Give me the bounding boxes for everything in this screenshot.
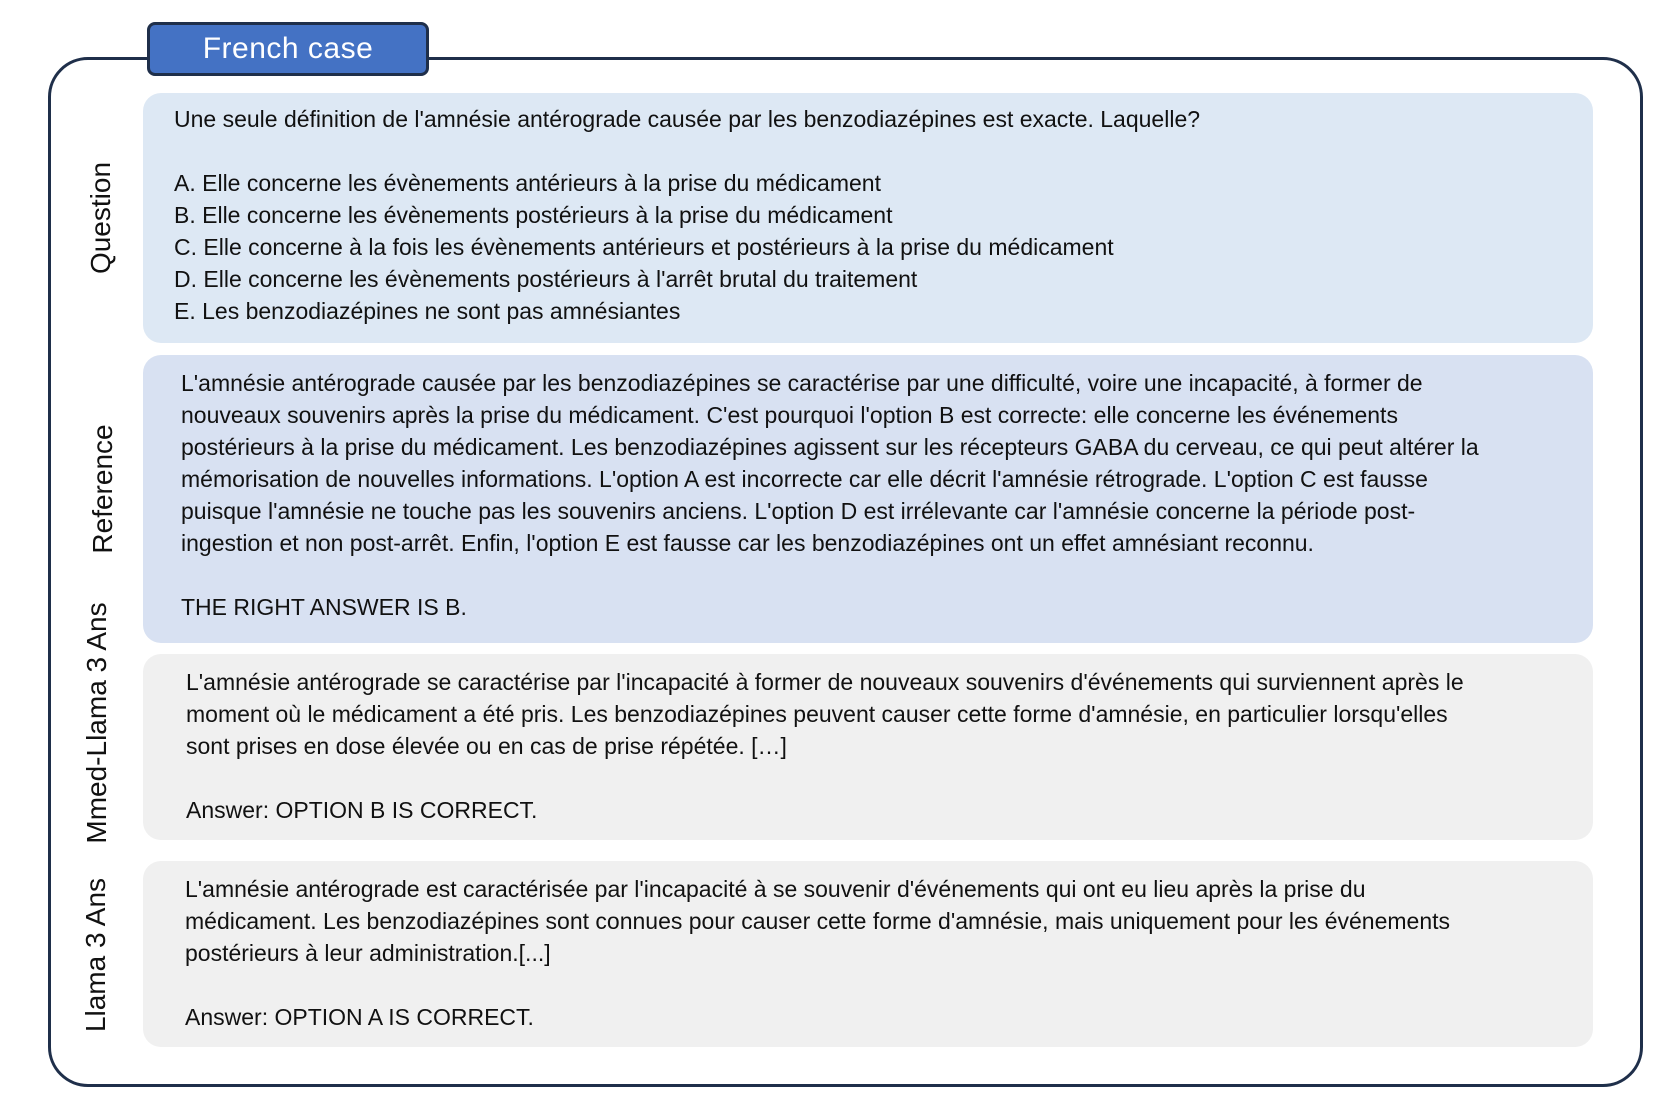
llama-panel	[143, 861, 1593, 1047]
mmed-llama-panel	[143, 654, 1593, 840]
reference-line: nouveaux souvenirs après la prise du médicament. C'est pourquoi l'option B est correcte: elle concerne les événements	[181, 402, 1398, 428]
mmed-llama-line: moment où le médicament a été pris. Les benzodiazépines peuvent causer cette forme d'amnésie, en particulier lorsqu'elles	[186, 701, 1448, 727]
llama-label: Llama 3 Ans	[80, 877, 111, 1033]
question-label: Question	[85, 161, 116, 275]
mmed-llama-line: L'amnésie antérograde se caractérise par l'incapacité à former de nouveaux souvenirs d'événements qui surviennent après le	[186, 669, 1464, 695]
option-a: A. Elle concerne les évènements antérieurs à la prise du médicament	[174, 170, 881, 196]
option-d: D. Elle concerne les évènements postérieurs à l'arrêt brutal du traitement	[174, 266, 918, 292]
reference-line: ingestion et non post-arrêt. Enfin, l'option E est fausse car les benzodiazépines ont un effet amnésiant reconnu.	[181, 530, 1314, 556]
reference-answer: THE RIGHT ANSWER IS B.	[181, 594, 467, 620]
option-c: C. Elle concerne à la fois les évènements antérieurs et postérieurs à la prise du médicament	[174, 234, 1114, 260]
reference-line: postérieurs à la prise du médicament. Les benzodiazépines agissent sur les récepteurs GABA du cerveau, ce qui peut altérer la	[181, 434, 1479, 460]
reference-panel	[143, 355, 1593, 643]
llama-line: médicament. Les benzodiazépines sont connues pour causer cette forme d'amnésie, mais uniquement pour les événements	[185, 908, 1450, 934]
reference-label: Reference	[87, 424, 118, 554]
reference-line: L'amnésie antérograde causée par les benzodiazépines se caractérise par une difficulté, voire une incapacité, à former de	[181, 370, 1423, 396]
llama-answer: Answer: OPTION A IS CORRECT.	[185, 1004, 534, 1030]
mmed-llama-answer: Answer: OPTION B IS CORRECT.	[186, 797, 538, 823]
question-prompt: Une seule définition de l'amnésie antérograde causée par les benzodiazépines est exacte. Laquelle?	[174, 106, 1201, 132]
case-title: French case	[147, 22, 429, 76]
reference-line: mémorisation de nouvelles informations. L'option A est incorrecte car elle décrit l'amnésie rétrograde. L'option C est fausse	[181, 466, 1428, 492]
llama-line: postérieurs à leur administration.[...]	[185, 940, 551, 966]
mmed-llama-line: sont prises en dose élevée ou en cas de prise répétée. […]	[186, 733, 787, 759]
option-e: E. Les benzodiazépines ne sont pas amnésiantes	[174, 298, 681, 324]
mmed-llama-label: Mmed-Llama 3 Ans	[81, 602, 112, 844]
question-panel	[143, 93, 1593, 343]
llama-line: L'amnésie antérograde est caractérisée par l'incapacité à se souvenir d'événements qui ont eu lieu après la prise du	[185, 876, 1366, 902]
reference-line: puisque l'amnésie ne touche pas les souvenirs anciens. L'option D est irrélevante car l'amnésie concerne la période post-	[181, 498, 1416, 524]
option-b: B. Elle concerne les évènements postérieurs à la prise du médicament	[174, 202, 893, 228]
